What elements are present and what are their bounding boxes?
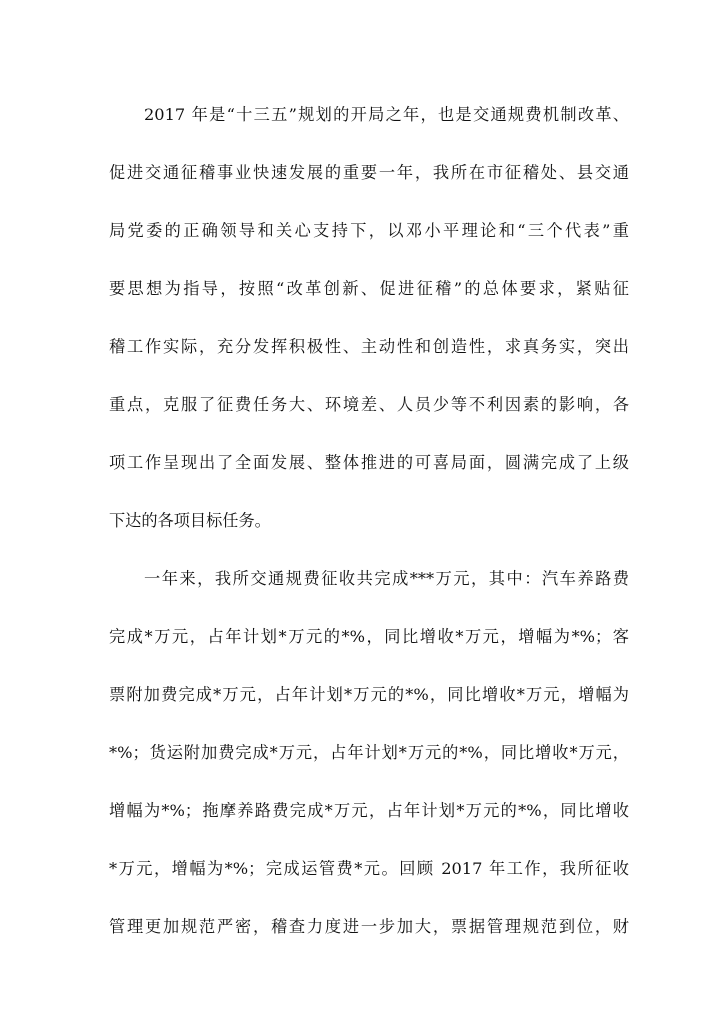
paragraph-1-line-5: 稽工作实际，充分发挥积极性、主动性和创造性，求真务实，突出 — [109, 337, 629, 356]
paragraph-2-line-2: 完成*万元，占年计划*万元的*%，同比增收*万元，增幅为*%；客 — [109, 627, 629, 646]
paragraph-1-line-6: 重点，克服了征费任务大、环境差、人员少等不利因素的影响，各 — [109, 395, 629, 414]
paragraph-2-line-1: 一年来，我所交通规费征收共完成***万元，其中：汽车养路费 — [144, 569, 629, 588]
paragraph-1-line-2: 促进交通征稽事业快速发展的重要一年，我所在市征稽处、县交通 — [109, 163, 629, 182]
paragraph-2-line-6: *万元，增幅为*%；完成运管费*元。回顾 2017 年工作，我所征收 — [109, 859, 629, 878]
paragraph-2-line-7: 管理更加规范严密，稽查力度进一步加大，票据管理规范到位，财 — [109, 917, 629, 936]
paragraph-1-line-7: 项工作呈现出了全面发展、整体推进的可喜局面，圆满完成了上级 — [109, 453, 629, 472]
paragraph-1-line-1: 2017 年是“十三五”规划的开局之年，也是交通规费机制改革、 — [144, 105, 629, 124]
paragraph-1-line-4: 要思想为指导，按照“改革创新、促进征稽”的总体要求，紧贴征 — [109, 279, 629, 298]
paragraph-2-line-3: 票附加费完成*万元，占年计划*万元的*%，同比增收*万元，增幅为 — [109, 685, 629, 704]
paragraph-1-line-3: 局党委的正确领导和关心支持下，以邓小平理论和“三个代表”重 — [109, 221, 629, 240]
paragraph-2-line-4: *%；货运附加费完成*万元，占年计划*万元的*%，同比增收*万元， — [109, 743, 629, 762]
paragraph-1-line-8: 下达的各项目标任务。 — [109, 511, 271, 530]
paragraph-2-line-5: 增幅为*%；拖摩养路费完成*万元，占年计划*万元的*%，同比增收 — [109, 801, 629, 820]
